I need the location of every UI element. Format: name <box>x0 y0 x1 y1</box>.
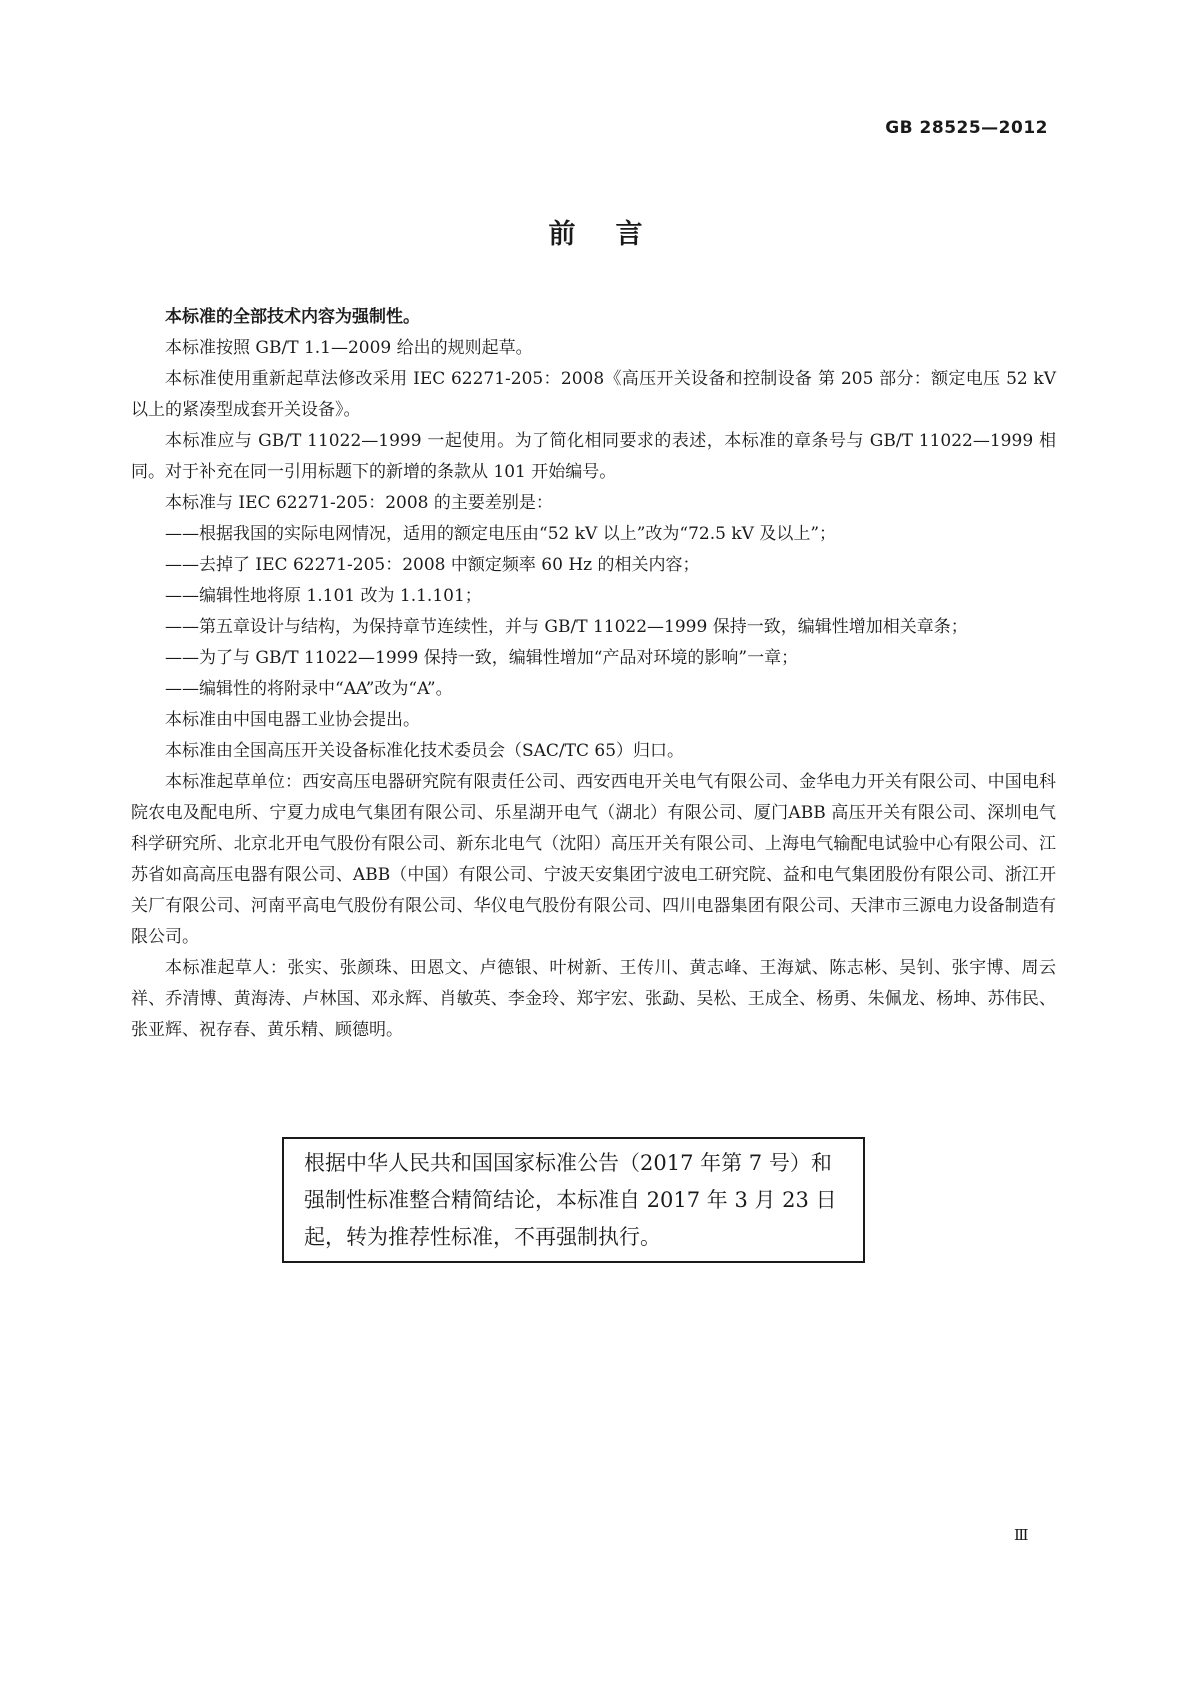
list-item: —— 去掉了 IEC 62271-205：2008 中额定频率 60 Hz 的相关内容； <box>131 550 1056 581</box>
dash-mark: —— <box>165 555 199 575</box>
dash-mark: —— <box>165 648 199 668</box>
paragraph-drafting-rules: 本标准按照 GB/T 1.1—2009 给出的规则起草。 <box>165 338 533 358</box>
list-item: —— 编辑性的将附录中“AA”改为“A”。 <box>131 674 1056 705</box>
differences-list <box>131 519 1056 705</box>
page-title: 前言 <box>548 219 683 250</box>
list-item: —— 编辑性地将原 1.101 改为 1.1.101； <box>131 581 1056 612</box>
foreword-body <box>131 302 1056 1046</box>
list-item: —— 第五章设计与结构，为保持章节连续性，并与 GB/T 11022—1999 保持一致，编辑性增加相关章条； <box>131 612 1056 643</box>
dash-mark: —— <box>165 679 199 699</box>
paragraph-committee: 本标准由全国高压开关设备标准化技术委员会（SAC/TC 65）归口。 <box>165 741 685 761</box>
paragraph-drafting-units: 本标准起草单位：西安高压电器研究院有限责任公司、西安西电开关电气有限公司、金华电力开关有限公司、中国电科院农电及配电所、宁夏力成电气集团有限公司、乐星湖开电气（湖北）有限公司、厦门ABB 高压开关有限公司、深圳电气科学研究所、北京北开电气股份有限公司、新东北电气（沈阳）高压开关有限公司、上海电气输配电试验中心有限公司、江苏省如高高压电器有限公司、ABB（中国）有限公司、宁波天安集团宁波电工研究院、益和电气集团股份有限公司、浙江开关厂有限公司、河南平高电气股份有限公司、华仪电气股份有限公司、四川电器集团有限公司、天津市三源电力设备制造有限公司。 <box>131 772 1056 947</box>
paragraph-usage: 本标准应与 GB/T 11022—1999 一起使用。为了简化相同要求的表述，本标准的章条号与 GB/T 11022—1999 相同。对于补充在同一引用标题下的新增的条款从 101 开始编号。 <box>131 431 1056 482</box>
dash-mark: —— <box>165 617 199 637</box>
dash-mark: —— <box>165 586 199 606</box>
paragraph-differences-intro: 本标准与 IEC 62271-205：2008 的主要差别是： <box>165 493 553 513</box>
dash-mark: —— <box>165 524 199 544</box>
paragraph-adoption: 本标准使用重新起草法修改采用 IEC 62271-205：2008《高压开关设备和控制设备 第 205 部分：额定电压 52 kV 以上的紧凑型成套开关设备》。 <box>131 369 1056 420</box>
paragraph-proposer: 本标准由中国电器工业协会提出。 <box>165 710 420 730</box>
page-number: Ⅲ <box>1014 1526 1029 1544</box>
standard-number: GB 28525—2012 <box>885 118 1048 138</box>
paragraph-mandatory: 本标准的全部技术内容为强制性。 <box>165 307 420 327</box>
paragraph-drafters: 本标准起草人：张实、张颜珠、田恩文、卢德银、叶树新、王传川、黄志峰、王海斌、陈志彬、吴钊、张宇博、周云祥、乔清博、黄海涛、卢林国、邓永辉、肖敏英、李金玲、郑宇宏、张勐、吴松、王成全、杨勇、朱佩龙、杨坤、苏伟民、张亚辉、祝存春、黄乐精、顾德明。 <box>131 958 1056 1040</box>
list-item: —— 根据我国的实际电网情况，适用的额定电压由“52 kV 以上”改为“72.5 kV 及以上”； <box>131 519 1056 550</box>
list-item: —— 为了与 GB/T 11022—1999 保持一致，编辑性增加“产品对环境的影响”一章； <box>131 643 1056 674</box>
status-notice-box: 根据中华人民共和国国家标准公告（2017 年第 7 号）和强制性标准整合精简结论，本标准自 2017 年 3 月 23 日起，转为推荐性标准，不再强制执行。 <box>282 1137 865 1263</box>
